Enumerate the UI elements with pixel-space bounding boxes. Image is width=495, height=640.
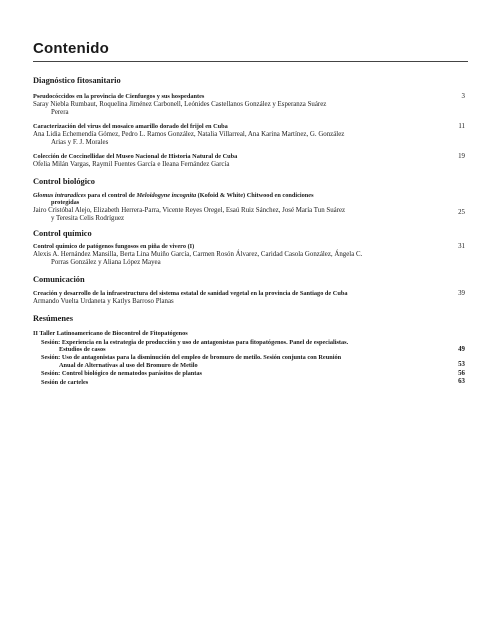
session-title-continued: Anual de Alternativas al uso del Bromuro de Metilo [59, 361, 198, 369]
section-heading-control-quimico: Control químico [33, 229, 92, 239]
entry-authors: Alexis A. Hernández Mansilla, Berta Lina Muiño García, Carmen Rosón Álvarez, Caridad Casola González, Ángela C. [33, 250, 363, 258]
entry-title: Colección de Coccinellidae del Museo Nacional de Historia Natural de Cuba [33, 153, 238, 160]
toc-entry[interactable] [33, 192, 465, 224]
workshop-title: II Taller Latinoamericano de Biocontrol de Fitopatógenos [33, 330, 188, 338]
session-title: Sesión: Uso de antagonistas para la disminución del empleo de bromuro de metilo. Sesión conjunta con Reunión [41, 353, 342, 361]
page-number: 3 [461, 93, 465, 100]
entry-title-continued: protegidas [51, 199, 80, 207]
toc-entry[interactable] [33, 290, 465, 306]
section-heading-diagnostico: Diagnóstico fitosanitario [33, 76, 121, 85]
session-title: Sesión: Control biológico de nematodos parásitos de plantas [41, 370, 202, 378]
toc-entry[interactable] [33, 243, 465, 267]
session-title: Sesión: Experiencia en la estrategia de producción y uso de antagonistas para fitopatógenos. Panel de especialistas. [41, 338, 349, 346]
page-number: 56 [458, 369, 465, 377]
toc-session[interactable] [33, 370, 465, 378]
page-number: 19 [458, 153, 465, 160]
entry-authors-continued: Perera [51, 108, 69, 116]
species-name: Meloidogyne incognita [136, 191, 197, 199]
entry-authors: Saray Niebla Rumbaut, Roquelina Jiménez Carbonell, Leónides Castellanos González y Esperanza Suárez [33, 100, 327, 108]
entry-authors: Ana Lidia Echemendía Gómez, Pedro L. Ramos González, Natalia Villarreal, Ana Karina Martínez, G. González [33, 130, 345, 138]
entry-title: Caracterización del virus del mosaico amarillo dorado del frijol en Cuba [33, 123, 228, 130]
entry-authors-continued: y Teresita Celis Rodríguez [51, 215, 125, 223]
species-name: Glomus intraradices [33, 191, 87, 199]
toc-session[interactable] [33, 339, 465, 354]
entry-title: Creación y desarrollo de la infraestructura del sistema estatal de sanidad vegetal en la provincia de Santiago de Cuba [33, 290, 348, 298]
entry-title: Control químico de patógenos fungosos en piña de vivero (I) [33, 243, 195, 251]
entry-title: Glomus intraradices para el control de Meloidogyne incognita (Kofoid & White) Chitwood en condiciones [33, 191, 314, 199]
toc-entry[interactable] [33, 93, 465, 117]
section-heading-comunicacion: Comunicación [33, 275, 85, 285]
entry-authors-continued: Porras González y Aliana López Mayea [51, 259, 161, 267]
title-rule [33, 61, 468, 62]
section-heading-control-biologico: Control biológico [33, 176, 95, 186]
contents-page [33, 40, 465, 386]
page-number: 11 [458, 123, 465, 130]
toc-session[interactable] [33, 379, 465, 387]
entry-authors-continued: Arias y F. J. Morales [51, 138, 109, 146]
entry-title: Pseudocóccidos en la provincia de Cienfuegos y sus hospedantes [33, 93, 205, 100]
page-number: 25 [458, 208, 465, 216]
page-number: 63 [458, 378, 465, 386]
entry-authors: Armando Vuelta Urdaneta y Katlys Barroso Planas [33, 297, 174, 305]
toc-session[interactable] [33, 354, 465, 369]
page-number: 31 [458, 243, 465, 251]
entry-authors: Ofelia Milán Vargas, Raymil Fuentes García e Ileana Fernández García [33, 160, 230, 168]
section-heading-resumenes: Resúmenes [33, 314, 74, 324]
session-title-continued: Estudios de casos [59, 346, 106, 354]
toc-entry[interactable] [33, 153, 465, 169]
session-title: Sesión de carteles [41, 378, 89, 386]
page-title: Contenido [33, 40, 109, 57]
page-number: 39 [458, 290, 465, 298]
page-number: 49 [458, 345, 465, 353]
entry-authors: Jairo Cristóbal Alejo, Elizabeth Herrera-Parra, Vicente Reyes Oregel, Esaú Ruiz Sánchez, José María Tun Suárez [33, 206, 346, 214]
page-number: 53 [458, 361, 465, 369]
toc-entry[interactable] [33, 123, 465, 147]
